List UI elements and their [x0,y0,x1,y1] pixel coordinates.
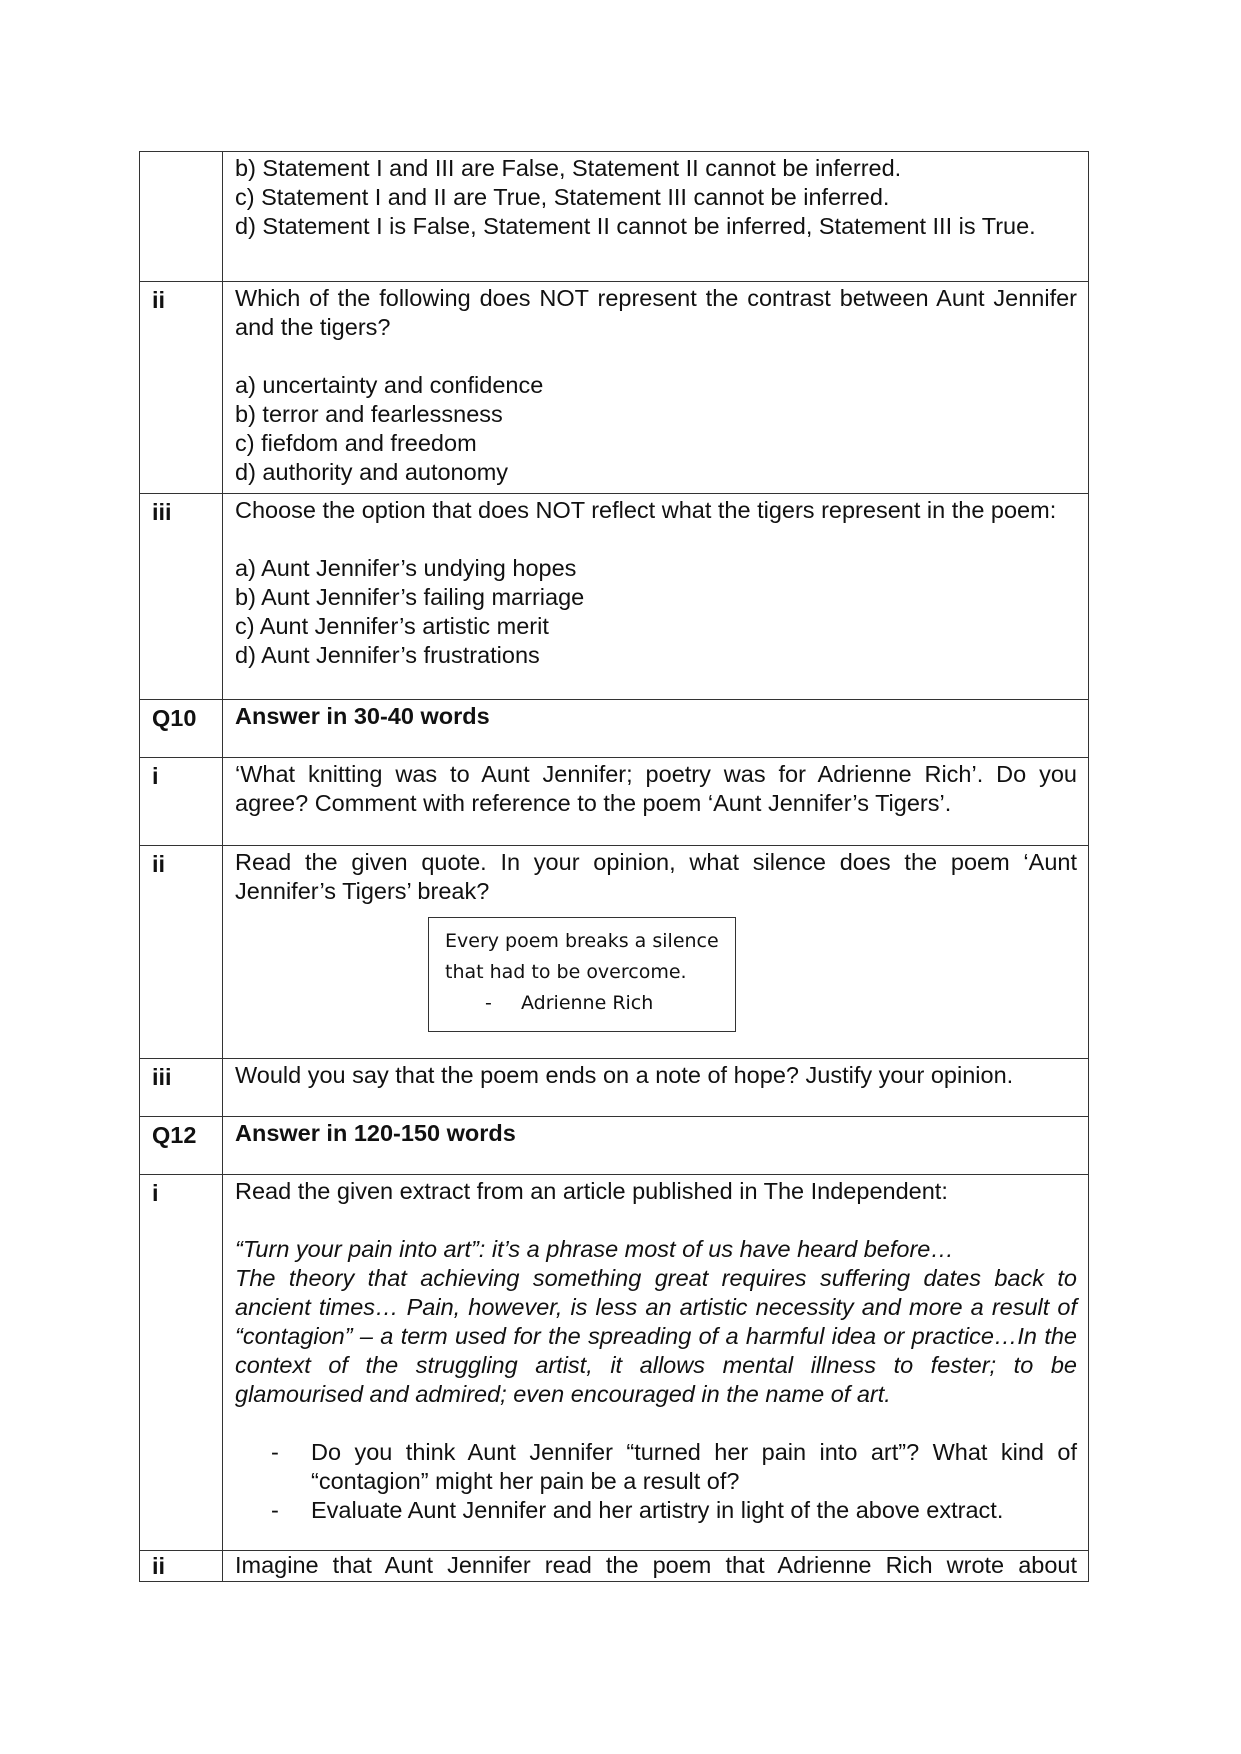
question-content [223,1175,1089,1551]
quote-dash: - [485,992,492,1014]
quote-author: Adrienne Rich [521,992,654,1014]
quote-line: that had to be overcome. [445,961,687,983]
question-text: Read the given quote. In your opinion, what silence does the poem ‘Aunt Jennifer’s Tigers’ break? [235,849,1077,904]
answer-option: d) authority and autonomy [235,459,509,485]
question-number: ii [140,1551,223,1582]
extract-line: “Turn your pain into art”: it’s a phrase most of us have heard before… [235,1236,954,1262]
question-text: Choose the option that does NOT reflect what the tigers represent in the poem: [235,497,1057,523]
table-row [140,758,1089,846]
list-item: - Evaluate Aunt Jennifer and her artistry in light of the above extract. [271,1496,1077,1525]
prompt-list [235,1438,1077,1525]
question-number: i [140,758,223,846]
table-row [140,1175,1089,1551]
section-heading: Answer in 120-150 words [223,1117,1089,1175]
question-content [223,152,1089,282]
answer-option: b) Statement I and III are False, Statement II cannot be inferred. [235,155,902,181]
question-text: Imagine that Aunt Jennifer read the poem that Adrienne Rich wrote about [223,1551,1089,1582]
question-content [223,282,1089,494]
question-number: ii [140,846,223,1059]
question-number: iii [140,1059,223,1117]
question-number: iii [140,494,223,700]
answer-option: b) terror and fearlessness [235,401,503,427]
table-row [140,494,1089,700]
answer-option: c) Statement I and II are True, Statement III cannot be inferred. [235,184,890,210]
answer-option: a) Aunt Jennifer’s undying hopes [235,555,577,581]
question-text: ‘What knitting was to Aunt Jennifer; poetry was for Adrienne Rich’. Do you agree? Comment with reference to the poem ‘Aunt Jennifer’s Tigers’. [223,758,1089,846]
quote-attribution [445,988,721,1019]
question-intro: Read the given extract from an article published in The Independent: [235,1178,948,1204]
table-row [140,1117,1089,1175]
table-row [140,1059,1089,1117]
answer-option: b) Aunt Jennifer’s failing marriage [235,584,585,610]
table-row [140,846,1089,1059]
table-row [140,1551,1089,1582]
quote-line: Every poem breaks a silence [445,930,719,952]
question-number: ii [140,282,223,494]
answer-option: d) Aunt Jennifer’s frustrations [235,642,540,668]
question-text: Which of the following does NOT represent the contrast between Aunt Jennifer and the tigers? [235,285,1077,340]
question-content [223,846,1089,1059]
answer-option: a) uncertainty and confidence [235,372,544,398]
section-heading: Answer in 30-40 words [223,700,1089,758]
question-text: Would you say that the poem ends on a note of hope? Justify your opinion. [223,1059,1089,1117]
list-item: - Do you think Aunt Jennifer “turned her pain into art”? What kind of “contagion” might her pain be a result of? [271,1438,1077,1496]
extract-body: The theory that achieving something great requires suffering dates back to ancient times… Pain, however, is less an artistic necessity and more a result of “contagion” – a term used for the spreading of a harmful idea or practice…In the context of the struggling artist, it allows mental illness to fester; to be glamourised and admired; even encouraged in the name of art. [235,1265,1077,1407]
answer-option: d) Statement I is False, Statement II cannot be inferred, Statement III is True. [235,213,1036,239]
answer-option: c) Aunt Jennifer’s artistic merit [235,613,549,639]
table-row [140,152,1089,282]
section-number: Q12 [140,1117,223,1175]
section-number: Q10 [140,700,223,758]
question-number: i [140,1175,223,1551]
question-number [140,152,223,282]
question-sheet [139,151,1089,1582]
table-row [140,700,1089,758]
answer-option: c) fiefdom and freedom [235,430,477,456]
table-row [140,282,1089,494]
question-table [139,151,1089,1582]
question-content [223,494,1089,700]
quote-box [428,917,736,1032]
